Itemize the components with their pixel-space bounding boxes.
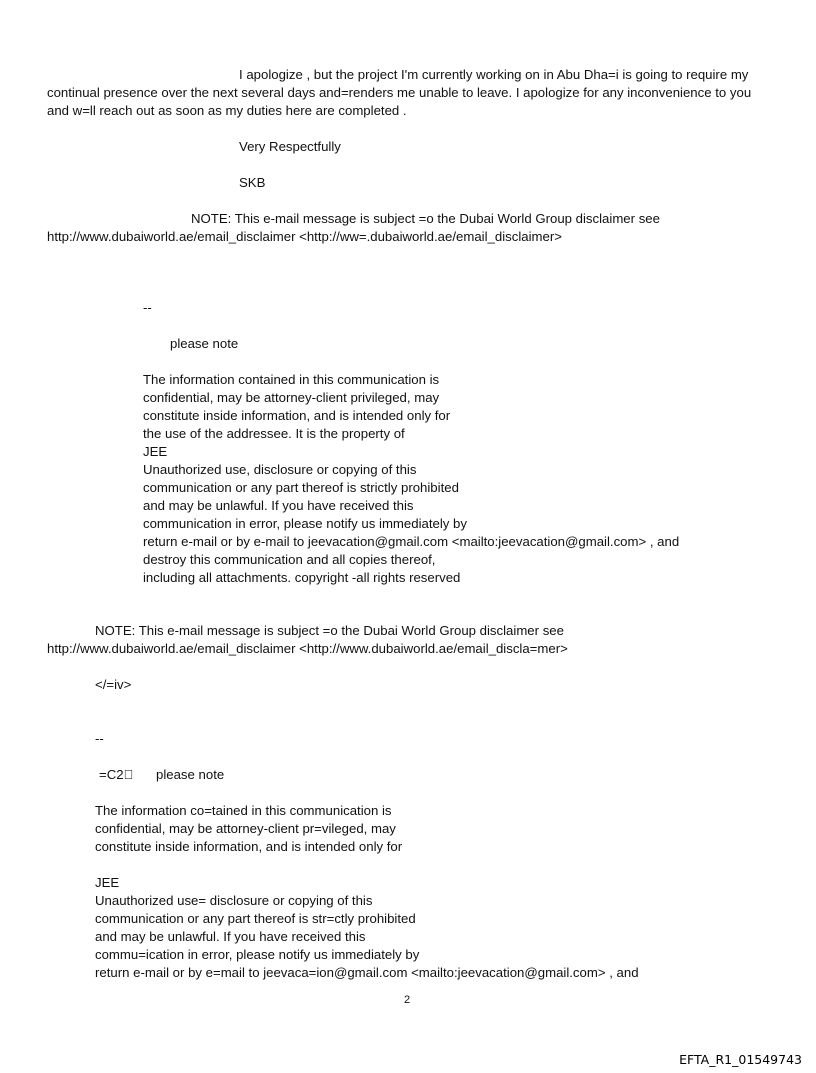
intro-line-1: I apologize , but the project I'm currently working on in Abu Dha=i is going to require my xyxy=(239,67,749,82)
block1-line-1: The information contained in this communication is xyxy=(143,372,440,387)
disclaimer2-line-2: http://www.dubaiworld.ae/email_disclaimer <http://www.dubaiworld.ae/email_discla=mer> xyxy=(47,641,568,656)
block1-line-3: constitute inside information, and is intended only for xyxy=(143,408,451,423)
block1-line-9: communication in error, please notify us immediately by xyxy=(143,516,467,531)
block2-line-8: and may be unlawful. If you have received this xyxy=(95,929,366,944)
disclaimer1-line-2: http://www.dubaiworld.ae/email_disclaimer <http://ww=.dubaiworld.ae/email_disclaimer> xyxy=(47,229,562,244)
disclaimer2-tag: </=iv> xyxy=(95,677,132,692)
block2-line-3: constitute inside information, and is intended only for xyxy=(95,839,403,854)
closing: Very Respectfully xyxy=(239,139,341,154)
block2-line-6: Unauthorized use= disclosure or copying of this xyxy=(95,893,373,908)
document-id: EFTA_R1_01549743 xyxy=(679,1052,802,1067)
block2-heading: please note xyxy=(156,767,225,782)
disclaimer1-line-1: NOTE: This e-mail message is subject =o the Dubai World Group disclaimer see xyxy=(191,211,660,226)
intro-line-3: and w=ll reach out as soon as my duties here are completed . xyxy=(47,103,407,118)
block1-line-7: communication or any part thereof is strictly prohibited xyxy=(143,480,459,495)
block1-separator: -- xyxy=(143,300,152,315)
block1-line-6: Unauthorized use, disclosure or copying of this xyxy=(143,462,417,477)
block1-heading: please note xyxy=(170,336,239,351)
block1-line-8: and may be unlawful. If you have received this xyxy=(143,498,414,513)
block2-line-9: commu=ication in error, please notify us immediately by xyxy=(95,947,420,962)
block1-line-10: return e-mail or by e-mail to jeevacation@gmail.com <mailto:jeevacation@gmail.com> , and xyxy=(143,534,680,549)
block1-line-12: including all attachments. copyright -all rights reserved xyxy=(143,570,461,585)
block2-line-7: communication or any part thereof is str=ctly prohibited xyxy=(95,911,416,926)
block1-line-2: confidential, may be attorney-client privileged, may xyxy=(143,390,440,405)
block1-line-4: the use of the addressee. It is the property of xyxy=(143,426,405,441)
block2-separator: -- xyxy=(95,731,104,746)
signature: SKB xyxy=(239,175,266,190)
block2-prefix: =C2  xyxy=(99,767,134,782)
intro-line-2: continual presence over the next several days and=renders me unable to leave. I apologize for any inconvenience to you xyxy=(47,85,752,100)
block1-line-11: destroy this communication and all copies thereof, xyxy=(143,552,436,567)
block2-line-2: confidential, may be attorney-client pr=vileged, may xyxy=(95,821,396,836)
block2-line-5: JEE xyxy=(95,875,120,890)
disclaimer2-line-1: NOTE: This e-mail message is subject =o the Dubai World Group disclaimer see xyxy=(95,623,564,638)
block2-line-10: return e-mail or by e=mail to jeevaca=ion@gmail.com <mailto:jeevacation@gmail.com> , and xyxy=(95,965,639,980)
page-number: 2 xyxy=(404,994,411,1006)
block1-line-5: JEE xyxy=(143,444,168,459)
block2-line-1: The information co=tained in this communication is xyxy=(95,803,392,818)
